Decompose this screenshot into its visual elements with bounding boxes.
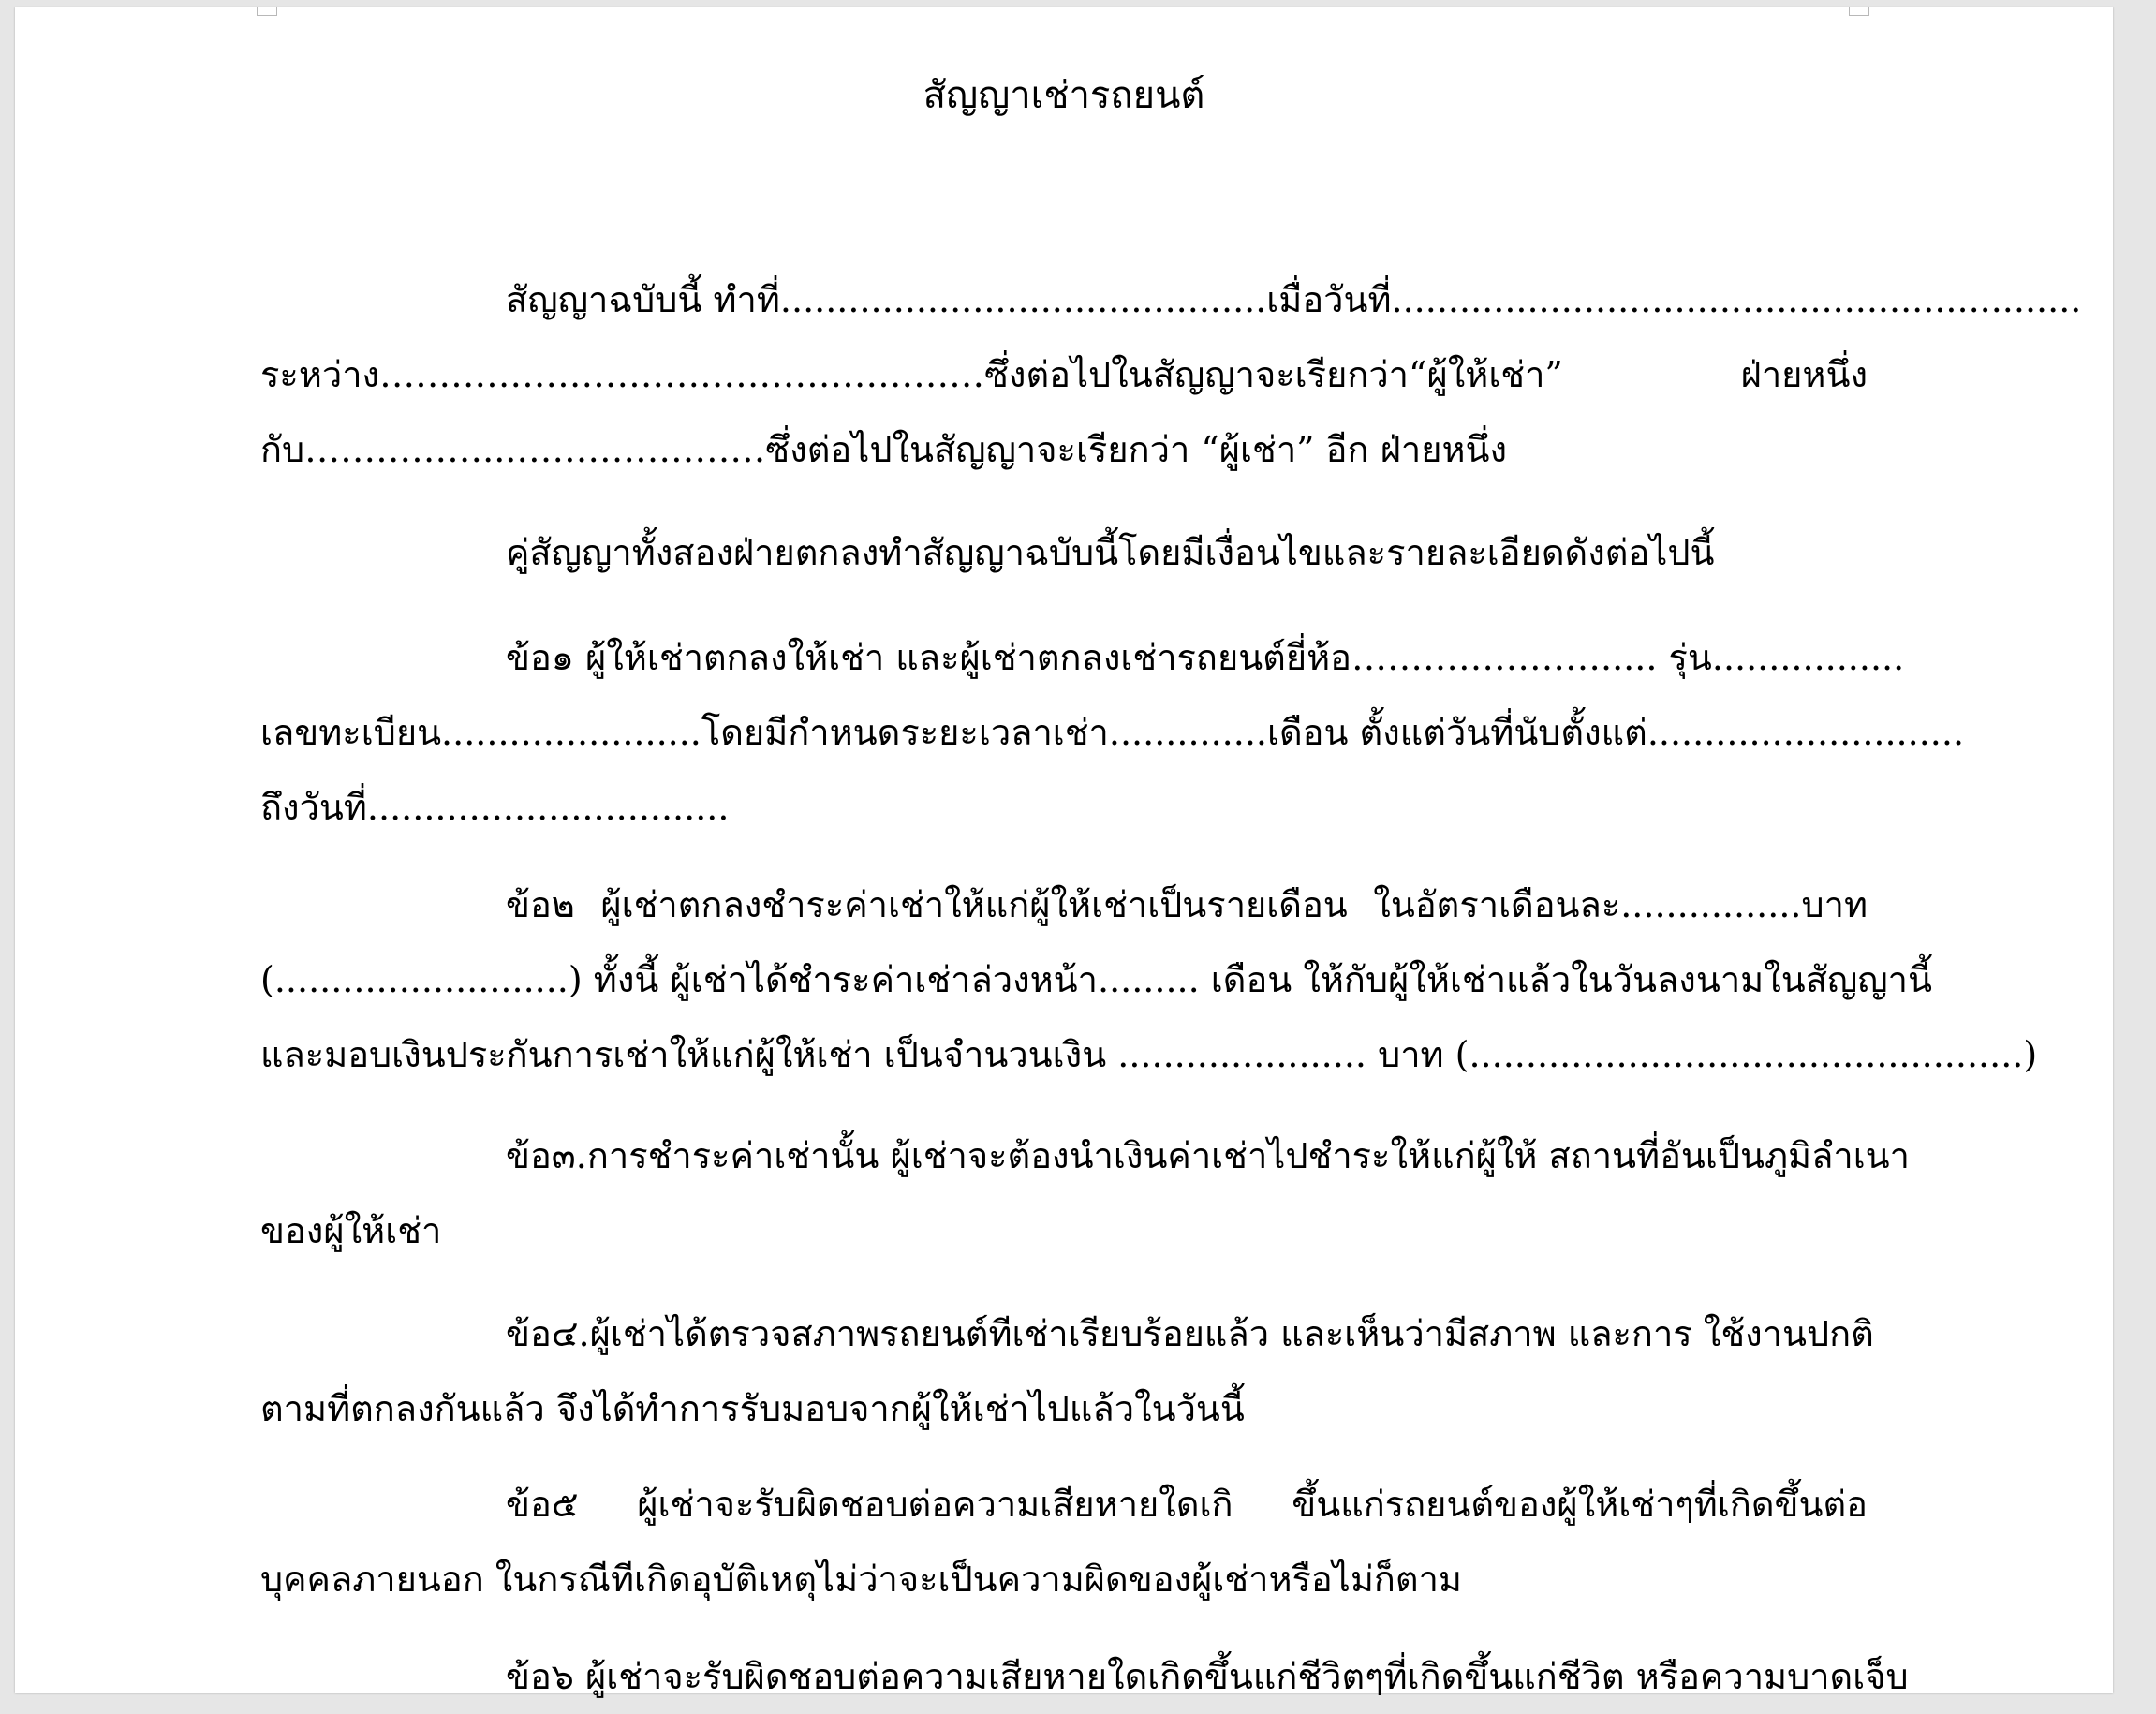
clause-6-line-1: ข้อ๖ ผู้เช่าจะรับผิดชอบต่อความเสียหายใดเกิดขึ้นแก่ชีวิตๆที่เกิดขึ้นแก่ชีวิต หรือความบาดเจ็บ [506, 1656, 1909, 1697]
clause-2-line-1: ข้อ๒ ผู้เช่าตกลงชำระค่าเช่าให้แก่ผู้ให้เช่าเป็นรายเดือน ในอัตราเดือนละ................บาท [506, 884, 1868, 925]
agreement-paragraph [260, 515, 1868, 590]
intro-line-2: ระหว่าง……………………………………………ซึ่งต่อไปในสัญญาจะเรียกว่า“ผู้ให้เช่า” ฝ่ายหนึ่ง [260, 354, 1868, 395]
intro-paragraph [260, 262, 2082, 487]
clause-3-line-1: ข้อ๓.การชำระค่าเช่านั้น ผู้เช่าจะต้องนำเงินค่าเช่าไปชำระให้แก่ผู้ให้ สถานที่อันเป็นภูมิลำเนา [506, 1135, 1910, 1176]
clause-5 [260, 1467, 1868, 1617]
clause-1 [260, 620, 1965, 845]
clause-4-line-2: ตามที่ตกลงกันแล้ว จึงได้ทำการรับมอบจากผู้ให้เช่าไปแล้วในวันนี้ [260, 1388, 1245, 1429]
clause-3 [260, 1118, 1910, 1268]
clause-5-line-1: ข้อ๕ ผู้เช่าจะรับผิดชอบต่อความเสียหายใดเกิ ขึ้นแก่รถยนต์ของผู้ให้เช่าๆที่เกิดขึ้นต่อ [506, 1484, 1868, 1525]
agreement-line: คู่สัญญาทั้งสองฝ่ายตกลงทำสัญญาฉบับนี้โดยมีเงื่อนไขและรายละเอียดดังต่อไปนี้ [506, 532, 1715, 573]
intro-line-3: กับ……………...…………………ซึ่งต่อไปในสัญญาจะเรียกว่า “ผู้เช่า” อีก ฝ่ายหนึ่ง [260, 429, 1508, 470]
clause-6 [260, 1639, 1909, 1714]
clause-2 [260, 867, 2038, 1092]
left-margin-mark [257, 7, 277, 16]
clause-4-line-1: ข้อ๔.ผู้เช่าได้ตรวจสภาพรถยนต์ทีเช่าเรียบร้อยแล้ว และเห็นว่ามีสภาพ และการ ใช้งานปกติ [506, 1313, 1874, 1354]
page-title: สัญญาเช่ารถยนต์ [923, 74, 1205, 117]
clause-4 [260, 1296, 1874, 1446]
clause-2-line-2: (..........................) ทั้งนี้ ผู้เช่าได้ชำระค่าเช่าล่วงหน้า......... เดือน ให้กับผู้ให้เช่าแล้วในวันลงนามในสัญญานี้ [260, 959, 1932, 1000]
right-margin-mark [1849, 7, 1869, 16]
document-page[interactable] [15, 7, 2113, 1697]
clause-2-line-3: และมอบเงินประกันการเช่าให้แก่ผู้ให้เช่า เป็นจำนวนเงิน ...................... บาท (.................................................) [260, 1034, 2038, 1075]
clause-1-line-1: ข้อ๑ ผู้ให้เช่าตกลงให้เช่า และผู้เช่าตกลงเช่ารถยนต์ยี่ห้อ…………………..... รุ่น................. [506, 637, 1905, 678]
clause-5-line-2: บุคคลภายนอก ในกรณีทีเกิดอุบัติเหตุไม่ว่าจะเป็นความผิดของผู้เช่าหรือไม่ก็ตาม [260, 1559, 1462, 1600]
clause-1-line-3: ถึงวันที่................................ [260, 787, 730, 828]
intro-line-1: สัญญาฉบับนี้ ทำที่...........................................เมื่อวันที่............................................................. [506, 279, 2082, 320]
clause-3-line-2: ของผู้ให้เช่า [260, 1210, 442, 1251]
clause-1-line-2: เลขทะเบียน.......................โดยมีกำหนดระยะเวลาเช่า..............เดือน ตั้งแต่วันที่นับตั้งแต่............................ [260, 712, 1965, 753]
